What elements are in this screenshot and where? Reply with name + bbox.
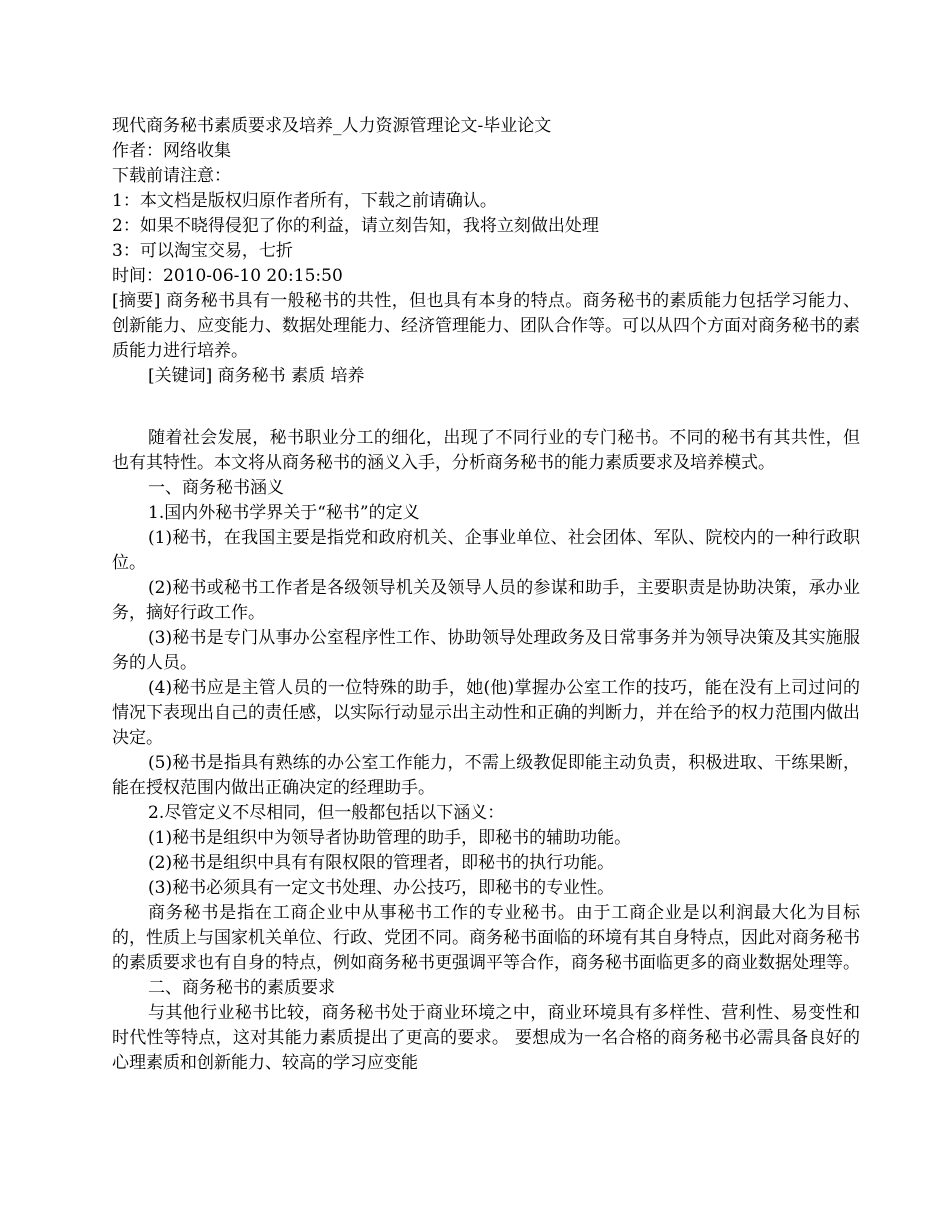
requirements-paragraph: 与其他行业秘书比较，商务秘书处于商业环境之中，商业环境具有多样性、营利性、易变性和时代性等特点，这对其能力素质提出了更高的要求。 要想成为一名合格的商务秘书必需具备良好的心理素质和创新能力、较高的学习应变能 (112, 1003, 860, 1073)
author-line: 作者：网络收集 (112, 141, 231, 161)
definition-item-5: (5)秘书是指具有熟练的办公室工作能力，不需上级教促即能主动负责，积极进取、干练果断，能在授权范围内做出正确决定的经理助手。 (112, 753, 860, 798)
notice-item-2: 2：如果不晓得侵犯了你的利益，请立刻告知，我将立刻做出处理 (112, 216, 599, 236)
section-heading-2: 二、商务秘书的素质要求 (148, 978, 335, 998)
definition-item-3: (3)秘书是专门从事办公室程序性工作、协助领导处理政务及日常事务并为领导决策及其实施服务的人员。 (112, 628, 860, 673)
definition-item-2: (2)秘书或秘书工作者是各级领导机关及领导人员的参谋和助手，主要职责是协助决策，承办业务，摘好行政工作。 (112, 578, 860, 623)
definition-item-4: (4)秘书应是主管人员的一位特殊的助手，她(他)掌握办公室工作的技巧，能在没有上司过问的情况下表现出自己的责任感，以实际行动显示出主动性和正确的判断力，并在给予的权力范围内做出决定。 (112, 678, 860, 748)
subsection-heading-2: 2.尽管定义不尽相同，但一般都包括以下涵义： (148, 803, 505, 823)
notice-item-1: 1：本文档是版权归原作者所有，下载之前请确认。 (112, 191, 497, 211)
business-secretary-paragraph: 商务秘书是指在工商企业中从事秘书工作的专业秘书。由于工商企业是以利润最大化为目标的，性质上与国家机关单位、行政、党团不同。商务秘书面临的环境有其自身特点，因此对商务秘书的素质要求也有自身的特点，例如商务秘书更强调平等合作，商务秘书面临更多的商业数据处理等。 (112, 903, 860, 973)
document-title: 现代商务秘书素质要求及培养_人力资源管理论文-毕业论文 (112, 116, 552, 136)
keywords-line: [关键词] 商务秘书 素质 培养 (148, 366, 365, 386)
meaning-item-1: (1)秘书是组织中为领导者协助管理的助手，即秘书的辅助功能。 (148, 828, 632, 848)
blank-line (112, 389, 860, 414)
timestamp-line: 时间：2010-06-10 20:15:50 (112, 266, 343, 286)
meaning-item-2: (2)秘书是组织中具有有限权限的管理者，即秘书的执行功能。 (148, 853, 615, 873)
meaning-item-3: (3)秘书必须具有一定文书处理、办公技巧，即秘书的专业性。 (148, 878, 615, 898)
subsection-heading-1: 1.国内外秘书学界关于“秘书”的定义 (148, 503, 420, 523)
notice-item-3: 3：可以淘宝交易，七折 (112, 241, 293, 261)
abstract-paragraph: [摘要] 商务秘书具有一般秘书的共性，但也具有本身的特点。商务秘书的素质能力包括学习能力、创新能力、应变能力、数据处理能力、经济管理能力、团队合作等。可以从四个方面对商务秘书的素质能力进行培养。 (112, 291, 860, 361)
notice-heading: 下载前请注意： (112, 166, 231, 186)
intro-paragraph: 随着社会发展，秘书职业分工的细化，出现了不同行业的专门秘书。不同的秘书有其共性，但也有其特性。本文将从商务秘书的涵义入手，分析商务秘书的能力素质要求及培养模式。 (112, 428, 860, 473)
section-heading-1: 一、商务秘书涵义 (148, 478, 284, 498)
definition-item-1: (1)秘书，在我国主要是指党和政府机关、企事业单位、社会团体、军队、院校内的一种行政职位。 (112, 528, 860, 573)
spacer (112, 414, 860, 426)
